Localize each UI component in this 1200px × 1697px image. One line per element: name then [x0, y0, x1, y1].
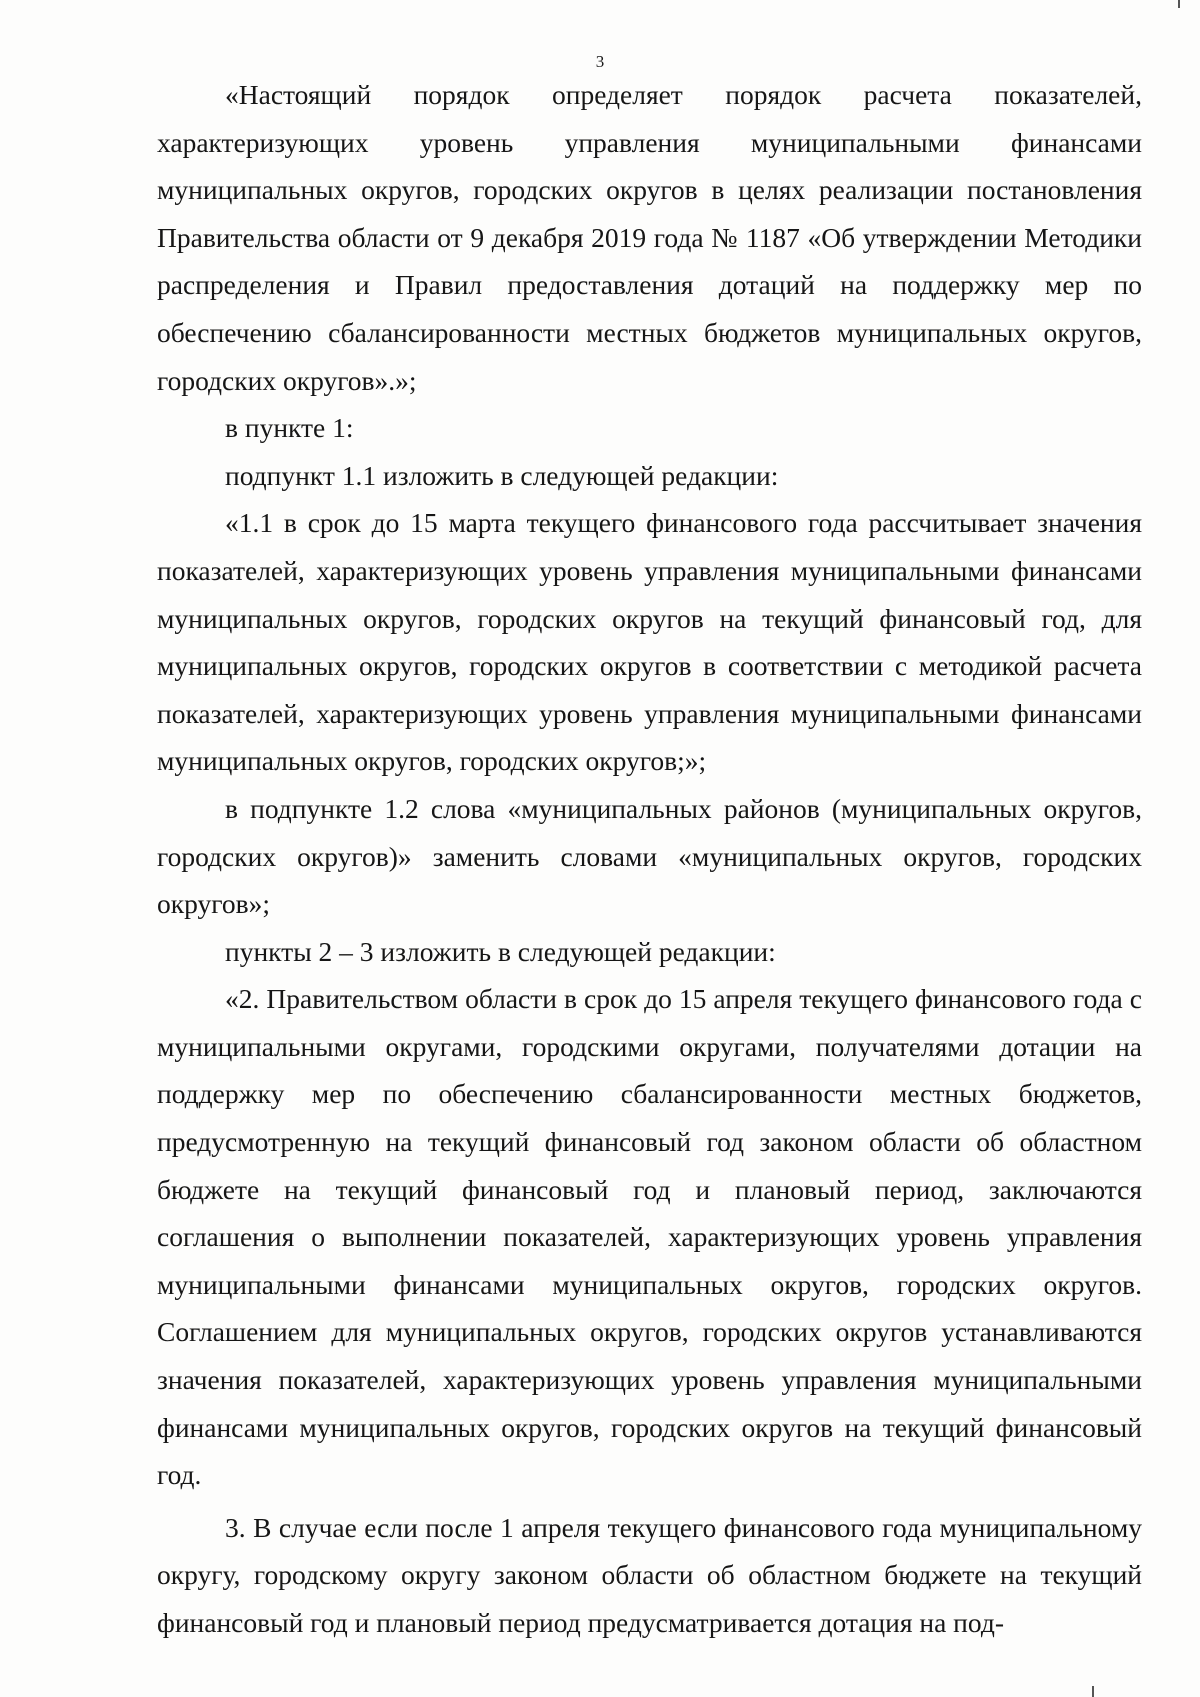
page-number: 3 — [595, 52, 605, 71]
paragraph-point-2-text: «2. Правительством области в срок до 15 апреля текущего финансового года с муниципальными округами, городскими округами, получателями дотации на поддержку мер по обеспечению сбалансированности местных бюджетов, предусмотренную на текущий финансовый год законом области об областном бюджете на текущий финансовый год и плановый период, заключаются соглашения о выполнении показателей, характеризующих уровень управления муниципальными финансами муниципальных округов, городских округов. Соглашением для муниципальных округов, городских округов устанавливаются значения показателей, характеризующих уровень управления муниципальными финансами муниципальных округов, городских округов на текущий финансовый год. — [157, 983, 1142, 1491]
paragraph-point-3-text: 3. В случае если после 1 апреля текущего финансового года муниципальному округу, городскому округу законом области об областном бюджете на текущий финансовый год и плановый период предусматривается дотация на под- — [157, 1511, 1142, 1638]
paragraph-point-1: в пункте 1: — [225, 412, 354, 444]
paragraph-subpoint-1-2: в подпункте 1.2 слова «муниципальных районов (муниципальных округов, городских округов)» заменить словами «муниципальных округов, городских округов»; — [157, 792, 1142, 920]
paragraph-subpoint-1-1-text: «1.1 в срок до 15 марта текущего финансового года рассчитывает значения показателей, характеризующих уровень управления муниципальными финансами муниципальных округов, городских округов на текущий финансовый год, для муниципальных округов, городских округов в соответствии с методикой расчета показателей, характеризующих уровень управления муниципальными финансами муниципальных округов, городских округов;»; — [157, 507, 1142, 777]
paragraph-subpoint-1-1-intro: подпункт 1.1 изложить в следующей редакции: — [225, 459, 779, 491]
paragraph-order-definition: «Настоящий порядок определяет порядок расчета показателей, характеризующих уровень управления муниципальными финансами муниципальных округов, городских округов в целях реализации постановления Правительства области от 9 декабря 2019 года № 1187 «Об утверждении Методики распределения и Правил предоставления дотаций на поддержку мер по обеспечению сбалансированности местных бюджетов муниципальных округов, городских округов».»; — [157, 79, 1142, 396]
paragraph-points-2-3-intro: пункты 2 – 3 изложить в следующей редакции: — [225, 935, 776, 967]
scan-mark-bottom — [1092, 1686, 1094, 1697]
scan-mark-top — [1178, 0, 1180, 8]
document-body — [157, 71, 1142, 1647]
